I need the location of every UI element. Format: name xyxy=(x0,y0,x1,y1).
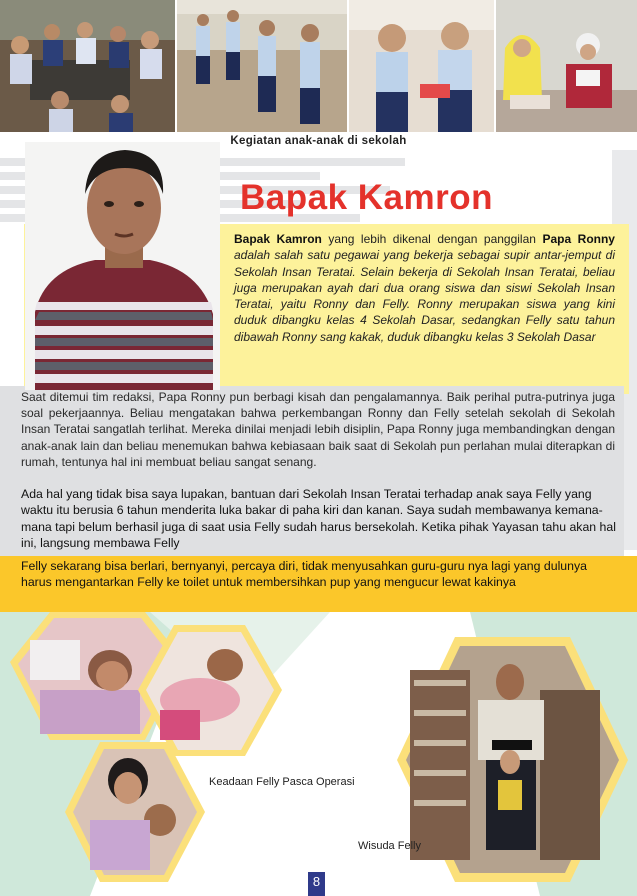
intro-name: Bapak Kamron xyxy=(234,232,322,246)
intro-paragraph xyxy=(234,231,615,345)
article-title: Bapak Kamron xyxy=(240,178,494,217)
intro-text-1: yang lebih dikenal dengan panggilan xyxy=(321,232,543,246)
photo-marching xyxy=(176,0,348,132)
photo-classroom xyxy=(0,0,176,132)
intro-nickname: Papa Ronny xyxy=(542,232,615,246)
highlight-paragraph: Felly sekarang bisa berlari, bernyanyi, percaya diri, tidak menyusahkan guru-guru nya lagi yang dulunya harus mengantarkan Felly ke toilet untuk membersihkan pup yang mengucur lewat kakinya xyxy=(21,559,587,589)
top-photo-caption: Kegiatan anak-anak di sekolah xyxy=(230,135,407,147)
bottom-photo-section xyxy=(0,612,637,896)
story-paragraph-2: Ada hal yang tidak bisa saya lupakan, bantuan dari Sekolah Insan Teratai terhadap anak saya Felly yang waktu itu berusia 6 tahun menderita luka bakar di paha kiri dan kanan. Saya sudah membawanya kemana-mana tapi belum berhasil juga di saat usia Felly sudah harus bersekolah. Ketika pihak Yayasan tahu akan hal ini, langsung membawa Felly xyxy=(21,487,616,550)
photo-recitation xyxy=(495,0,637,132)
top-photo-strip xyxy=(0,0,637,132)
page-number: 8 xyxy=(308,872,325,896)
story-paragraph-1: Saat ditemui tim redaksi, Papa Ronny pun berbagi kisah dan pengalamannya. Baik perihal putra-putrinya juga soal pekerjaannya. Beliau mengatakan bahwa perkembangan Ronny dan Felly setelah sekolah di Sekolah Insan Teratai sangatlah terlihat. Mereka dinilai menjadi lebih disiplin, Papa Ronny juga membandingkan dengan anak-anak lain dan beliau menemukan bahwa kebiasaan baik saat di Sekolah pun perlahan mulai diterapkan di rumah, tentunya hal ini membuat beliau sangat senang. xyxy=(21,390,615,469)
photo-two-girls xyxy=(349,0,495,132)
caption-felly-after-surgery: Keadaan Felly Pasca Operasi xyxy=(209,776,355,788)
caption-felly-graduation: Wisuda Felly xyxy=(358,840,421,852)
portrait-photo-bapak-kamron xyxy=(25,142,220,390)
intro-text-2: adalah salah satu pegawai yang bekerja sebagai supir antar-jemput di Sekolah Insan Teratai. Selain bekerja di Sekolah Insan Teratai, beliau juga merupakan ayah dari dua orang siswa dan siswi Sekolah Insan Teratai, yaitu Ronny dan Felly. Ronny merupakan siswa yang kini duduk dibangku kelas 4 Sekolah Dasar, sedangkan Felly satu tahun dibawah Ronny sang kakak, duduk dibangku kelas 3 Sekolah Dasar xyxy=(234,248,615,344)
